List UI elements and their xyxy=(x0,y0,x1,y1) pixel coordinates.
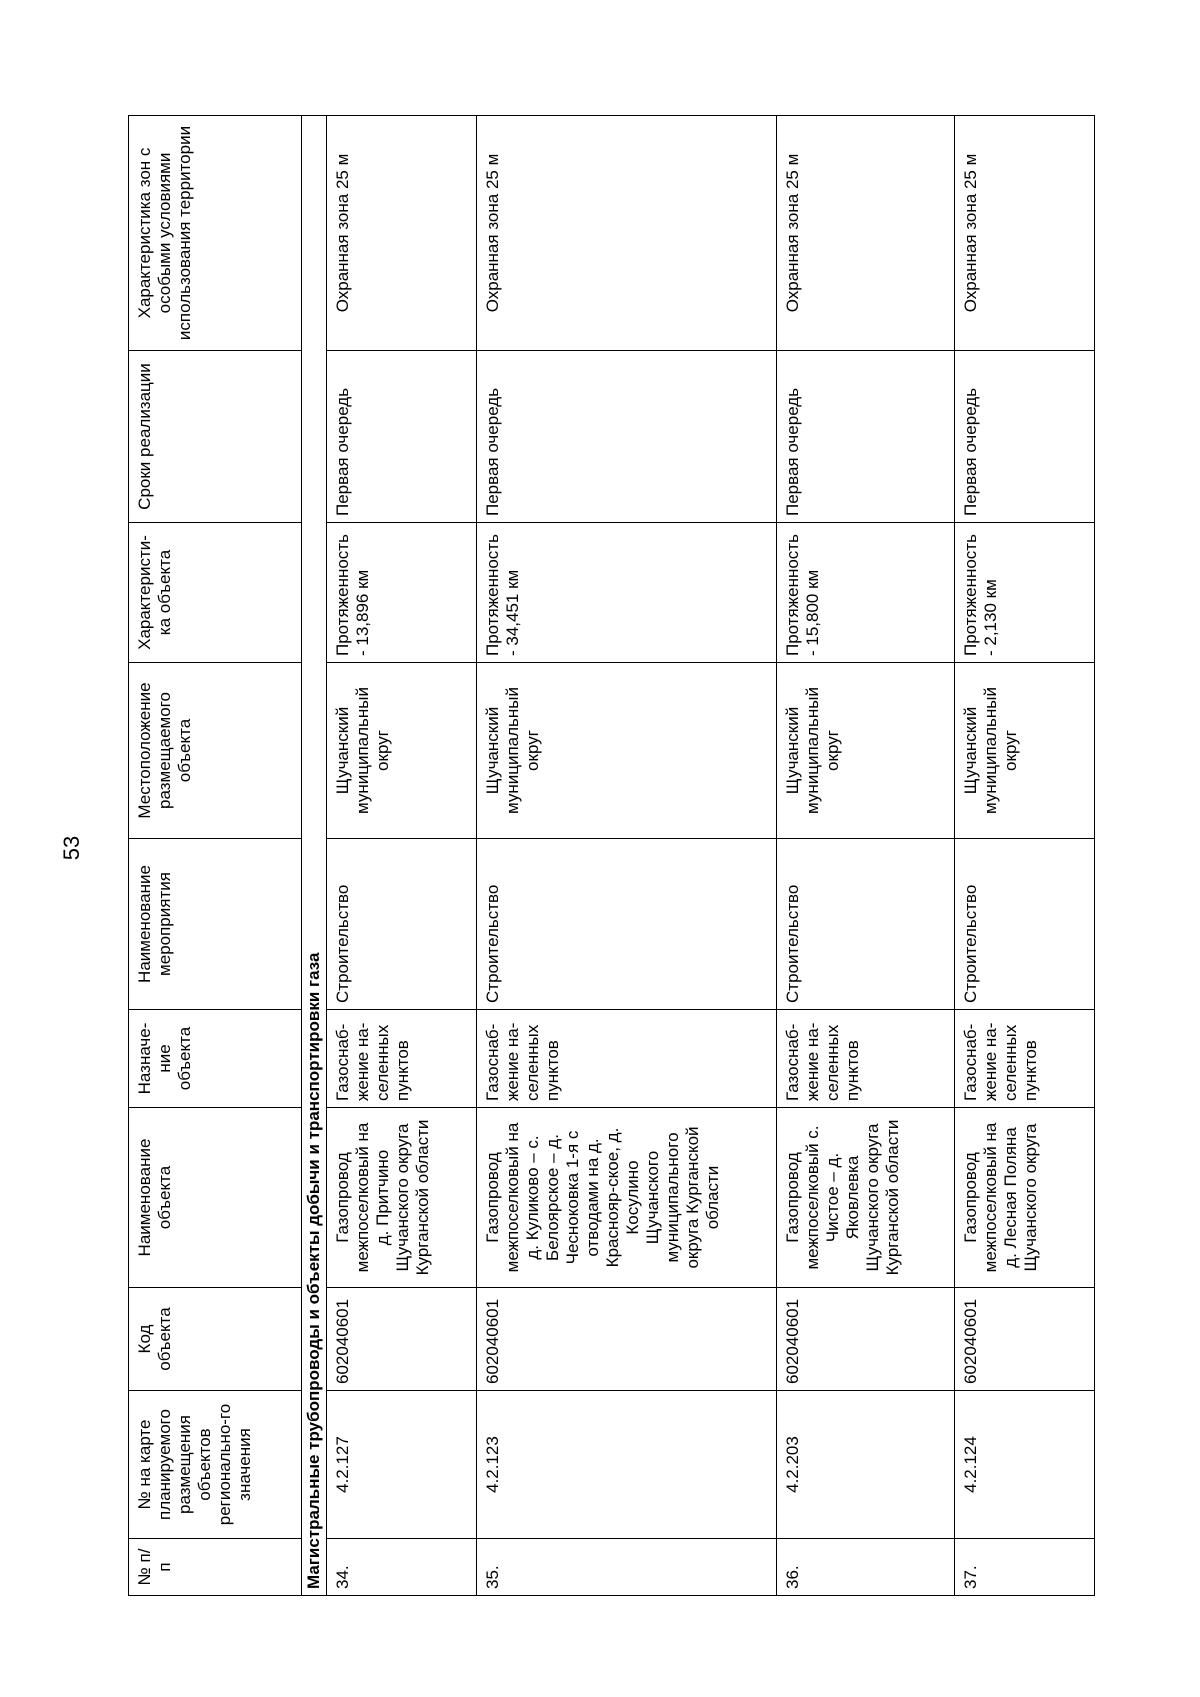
header-cell-term: Сроки реализации xyxy=(129,351,302,523)
cell-term: Первая очередь xyxy=(955,351,1095,523)
cell-location: Щучанский муниципальный округ xyxy=(955,663,1095,839)
cell-characteristic: Протяженность - 34,451 км xyxy=(477,523,777,663)
section-row xyxy=(302,116,327,1596)
cell-name: Газопровод межпоселковый на д. Лесная Поляна Щучанского округа xyxy=(955,1108,1095,1288)
table-row xyxy=(477,116,777,1596)
cell-zone: Охранная зона 25 м xyxy=(477,116,777,351)
cell-purpose: Газоснаб-жение на-селенных пунктов xyxy=(777,1010,955,1108)
cell-measure: Строительство xyxy=(777,839,955,1010)
cell-zone: Охранная зона 25 м xyxy=(955,116,1095,351)
cell-map-num: 4.2.203 xyxy=(777,1391,955,1539)
regional-objects-table xyxy=(128,115,1095,1596)
table-header-row xyxy=(129,116,302,1596)
cell-num: 35. xyxy=(477,1539,777,1596)
cell-code: 602040601 xyxy=(477,1288,777,1391)
table-row xyxy=(777,116,955,1596)
cell-num: 36. xyxy=(777,1539,955,1596)
header-cell-map-num: № на карте планируемого размещения объектов регионально-го значения xyxy=(129,1391,302,1539)
cell-num: 37. xyxy=(955,1539,1095,1596)
cell-purpose: Газоснаб-жение на-селенных пунктов xyxy=(327,1010,477,1108)
cell-num: 34. xyxy=(327,1539,477,1596)
cell-name: Газопровод межпоселковый с. Чистое – д. Яковлевка Щучанского округа Курганской области xyxy=(777,1108,955,1288)
cell-purpose: Газоснаб-жение на-селенных пунктов xyxy=(477,1010,777,1108)
header-cell-measure: Наименование мероприятия xyxy=(129,839,302,1010)
cell-zone: Охранная зона 25 м xyxy=(777,116,955,351)
cell-characteristic: Протяженность - 13,896 км xyxy=(327,523,477,663)
cell-location: Щучанский муниципальный округ xyxy=(777,663,955,839)
header-cell-characteristic: Характеристи-ка объекта xyxy=(129,523,302,663)
cell-map-num: 4.2.127 xyxy=(327,1391,477,1539)
header-cell-location: Местоположение размещаемого объекта xyxy=(129,663,302,839)
cell-characteristic: Протяженность - 2,130 км xyxy=(955,523,1095,663)
header-cell-name: Наименование объекта xyxy=(129,1108,302,1288)
cell-name: Газопровод межпоселковый на д. Куликово – с. Белоярское – д. Чесноковка 1-я с отводами на д. Краснояр-ское, д. Косулино Щучанского муниципального округа Курганской области xyxy=(477,1108,777,1288)
table-row xyxy=(327,116,477,1596)
cell-purpose: Газоснаб-жение на-селенных пунктов xyxy=(955,1010,1095,1108)
cell-characteristic: Протяженность - 15,800 км xyxy=(777,523,955,663)
cell-code: 602040601 xyxy=(955,1288,1095,1391)
cell-measure: Строительство xyxy=(477,839,777,1010)
cell-measure: Строительство xyxy=(955,839,1095,1010)
cell-measure: Строительство xyxy=(327,839,477,1010)
cell-term: Первая очередь xyxy=(477,351,777,523)
table-row xyxy=(955,116,1095,1596)
header-cell-zone: Характеристика зон с особыми условиями использования территории xyxy=(129,116,302,351)
cell-map-num: 4.2.123 xyxy=(477,1391,777,1539)
section-title: Магистральные трубопроводы и объекты добычи и транспортировки газа xyxy=(302,116,327,1596)
cell-location: Щучанский муниципальный округ xyxy=(327,663,477,839)
cell-name: Газопровод межпоселковый на д. Притчино Щучанского округа Курганской области xyxy=(327,1108,477,1288)
cell-zone: Охранная зона 25 м xyxy=(327,116,477,351)
rotated-table-container xyxy=(128,116,1128,1596)
cell-code: 602040601 xyxy=(777,1288,955,1391)
cell-map-num: 4.2.124 xyxy=(955,1391,1095,1539)
header-cell-code: Код объекта xyxy=(129,1288,302,1391)
cell-location: Щучанский муниципальный округ xyxy=(477,663,777,839)
page-number: 53 xyxy=(59,835,84,861)
header-cell-purpose: Назначе-ние объекта xyxy=(129,1010,302,1108)
header-cell-num: № п/п xyxy=(129,1539,302,1596)
cell-term: Первая очередь xyxy=(777,351,955,523)
cell-term: Первая очередь xyxy=(327,351,477,523)
cell-code: 602040601 xyxy=(327,1288,477,1391)
